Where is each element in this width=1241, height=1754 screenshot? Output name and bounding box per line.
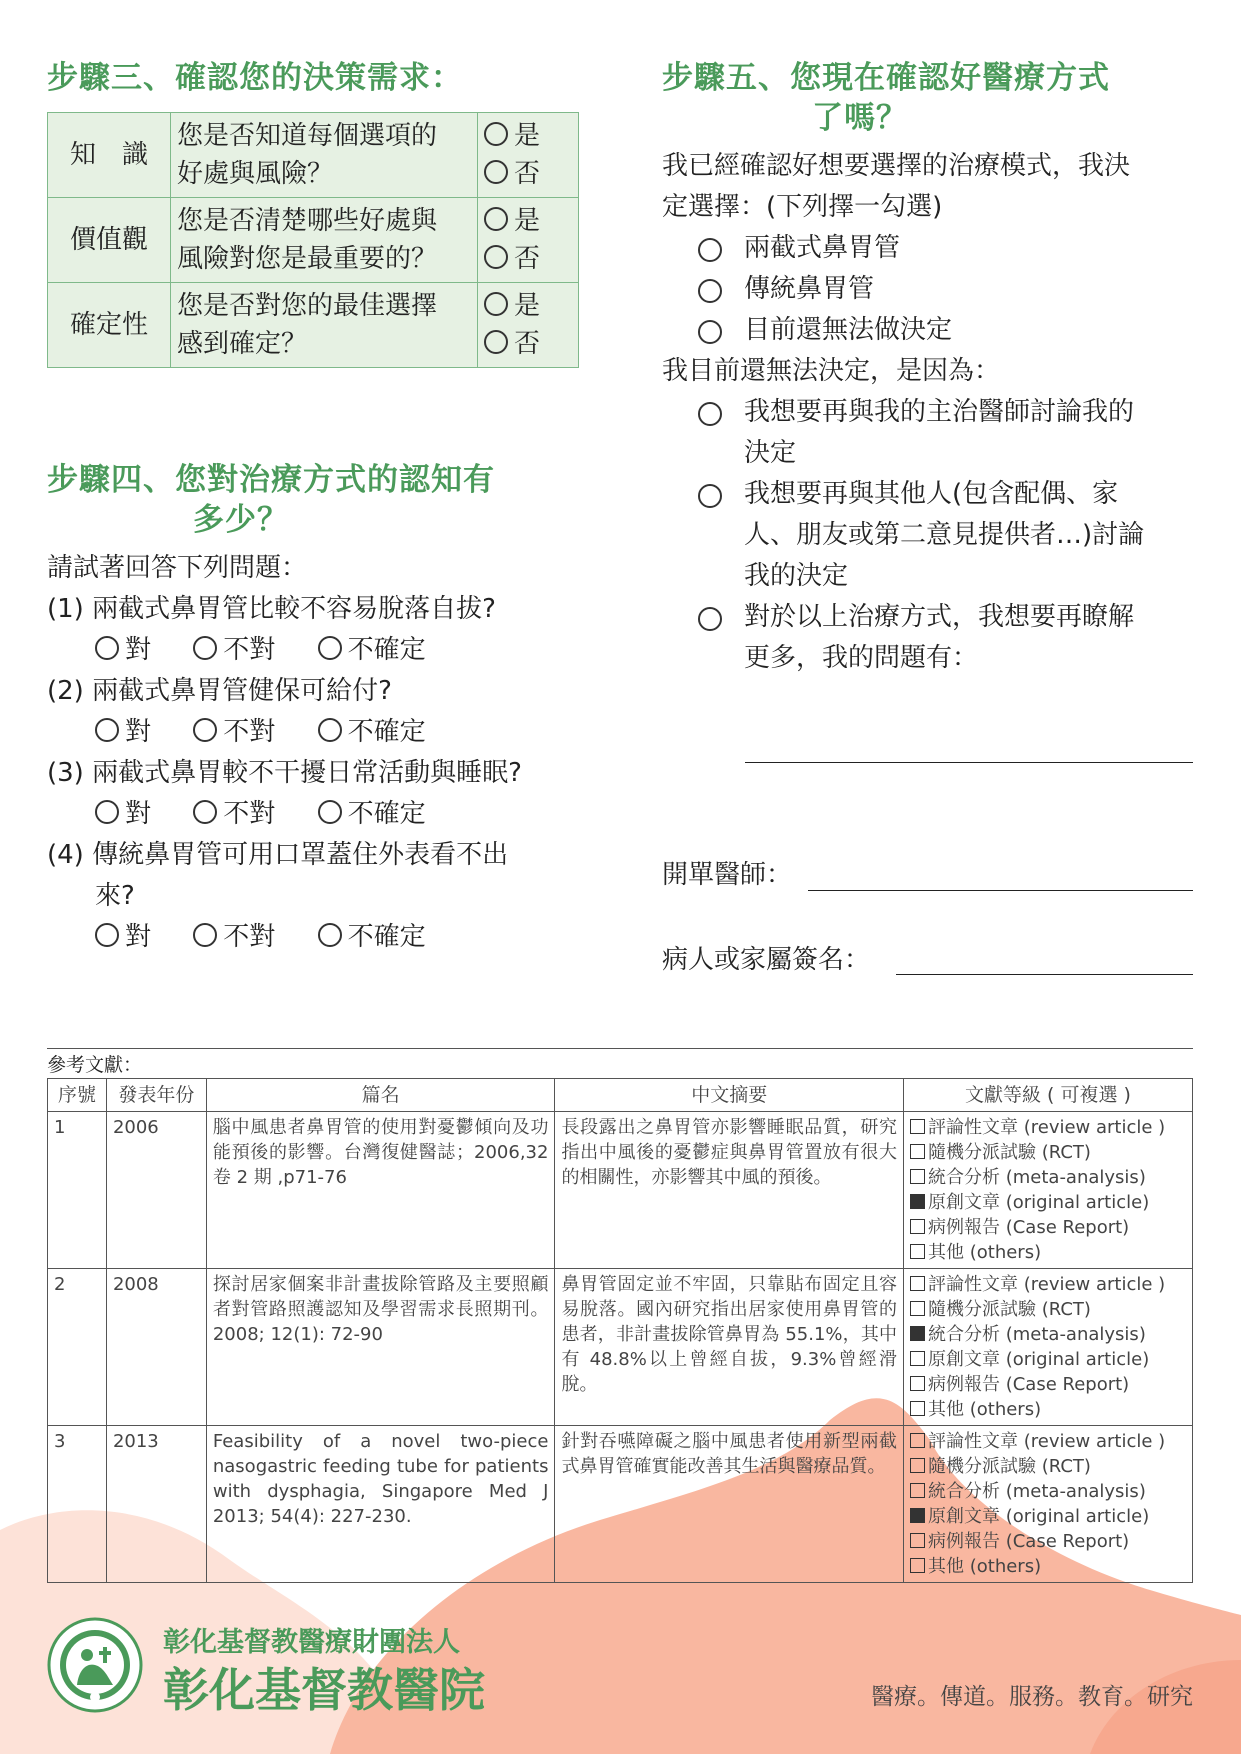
level-checkbox[interactable] — [910, 1297, 1186, 1322]
radio-circle-icon — [95, 923, 119, 947]
radio-circle-icon — [698, 484, 722, 508]
row-question: 您是否對您的最佳選擇 感到確定？ — [171, 283, 478, 368]
level-checkbox[interactable] — [910, 1429, 1186, 1454]
step3-title: 步驟三、確認您的決策需求： — [47, 60, 463, 96]
undecided-reason-radio[interactable]: 對於以上治療方式，我想要再瞭解 更多，我的問題有： — [662, 597, 1202, 679]
level-label: 原創文章 (original article) — [928, 1192, 1150, 1213]
yes-radio[interactable]: 是 — [484, 291, 540, 321]
question-answer-line[interactable] — [745, 762, 1193, 763]
quiz-question: (2) 兩截式鼻胃管健保可給付? — [47, 676, 392, 706]
level-checkbox[interactable] — [910, 1554, 1186, 1579]
ref-summary: 長段露出之鼻胃管亦影響睡眠品質，研究指出中風後的憂鬱症與鼻胃管置放有很大的相關性，亦影響其中風的預後。 — [555, 1112, 904, 1269]
answer-false-radio[interactable]: 不對 — [193, 917, 275, 958]
radio-circle-icon — [318, 800, 342, 824]
checked-box-icon — [910, 1326, 925, 1341]
level-label: 病例報告 (Case Report) — [928, 1374, 1130, 1395]
answer-options — [47, 712, 587, 753]
radio-circle-icon — [484, 160, 508, 184]
ref-number: 2 — [48, 1269, 107, 1426]
column-header: 篇名 — [206, 1079, 555, 1112]
empty-box-icon — [910, 1169, 925, 1184]
empty-box-icon — [910, 1483, 925, 1498]
references-table — [47, 1078, 1193, 1583]
level-label: 評論性文章 (review article ) — [928, 1274, 1166, 1295]
step5-intro: 我已經確認好想要選擇的治療模式，我決 定選擇：(下列擇一勾選) — [662, 151, 1131, 222]
level-label: 原創文章 (original article) — [928, 1349, 1150, 1370]
ref-title: Feasibility of a novel two-piece nasogastric feeding tube for patients with dysphagia, Singapore Med J 2013; 54(4): 227-230. — [206, 1426, 555, 1583]
answer-unsure-radio[interactable]: 不確定 — [318, 712, 426, 753]
answer-options — [47, 917, 587, 958]
empty-box-icon — [910, 1433, 925, 1448]
radio-circle-icon — [95, 636, 119, 660]
doctor-signature-line[interactable] — [808, 890, 1193, 891]
level-checkbox[interactable] — [910, 1272, 1186, 1297]
undecided-reason-radio[interactable]: 我想要再與我的主治醫師討論我的 決定 — [662, 392, 1202, 474]
org-name: 彰化基督教醫療財團法人 — [163, 1627, 460, 1658]
radio-circle-icon — [484, 330, 508, 354]
column-header: 中文摘要 — [555, 1079, 904, 1112]
ref-level-list — [904, 1426, 1193, 1583]
ref-number: 3 — [48, 1426, 107, 1583]
level-label: 其他 (others) — [928, 1242, 1042, 1263]
level-checkbox[interactable] — [910, 1190, 1186, 1215]
radio-circle-icon — [698, 320, 722, 344]
level-checkbox[interactable] — [910, 1529, 1186, 1554]
answer-false-radio[interactable]: 不對 — [193, 630, 275, 671]
empty-box-icon — [910, 1276, 925, 1291]
empty-box-icon — [910, 1458, 925, 1473]
row-label: 知 識 — [48, 113, 171, 198]
answer-true-radio[interactable]: 對 — [95, 630, 151, 671]
signature-label: 病人或家屬簽名： — [662, 945, 871, 975]
yes-no-options — [478, 283, 579, 368]
empty-box-icon — [910, 1144, 925, 1159]
level-checkbox[interactable] — [910, 1165, 1186, 1190]
level-label: 統合分析 (meta-analysis) — [928, 1481, 1146, 1502]
ref-year: 2013 — [106, 1426, 206, 1583]
empty-box-icon — [910, 1219, 925, 1234]
undecided-reason-radio[interactable]: 我想要再與其他人(包含配偶、家 人、朋友或第二意見提供者…)討論 我的決定 — [662, 474, 1202, 597]
radio-circle-icon — [95, 718, 119, 742]
radio-circle-icon — [484, 292, 508, 316]
doctor-label: 開單醫師： — [662, 860, 793, 890]
level-checkbox[interactable] — [910, 1504, 1186, 1529]
yes-no-options — [478, 198, 579, 283]
table-row — [48, 113, 579, 198]
ref-year: 2008 — [106, 1269, 206, 1426]
patient-signature-line[interactable] — [896, 974, 1193, 975]
step4-title: 步驟四、您對治療方式的認知有 多少？ — [47, 462, 495, 538]
empty-box-icon — [910, 1558, 925, 1573]
level-label: 評論性文章 (review article ) — [928, 1117, 1166, 1138]
column-header: 序號 — [48, 1079, 107, 1112]
empty-box-icon — [910, 1351, 925, 1366]
row-label: 價值觀 — [48, 198, 171, 283]
radio-circle-icon — [318, 636, 342, 660]
answer-options — [47, 630, 587, 671]
row-question: 您是否知道每個選項的 好處與風險？ — [171, 113, 478, 198]
answer-options — [47, 794, 587, 835]
radio-circle-icon — [698, 607, 722, 631]
step5-title: 步驟五、您現在確認好醫療方式 了嗎？ — [662, 60, 1110, 136]
yes-radio[interactable]: 是 — [484, 206, 540, 236]
answer-true-radio[interactable]: 對 — [95, 917, 151, 958]
radio-circle-icon — [95, 800, 119, 824]
table-row — [48, 1112, 1193, 1269]
answer-true-radio[interactable]: 對 — [95, 794, 151, 835]
radio-circle-icon — [193, 800, 217, 824]
checked-box-icon — [910, 1508, 925, 1523]
level-checkbox[interactable] — [910, 1240, 1186, 1265]
step4-intro: 請試著回答下列問題： — [47, 553, 308, 583]
radio-circle-icon — [698, 402, 722, 426]
table-row — [48, 1269, 1193, 1426]
radio-circle-icon — [318, 718, 342, 742]
radio-circle-icon — [484, 245, 508, 269]
empty-box-icon — [910, 1401, 925, 1416]
level-label: 評論性文章 (review article ) — [928, 1431, 1166, 1452]
row-label: 確定性 — [48, 283, 171, 368]
level-label: 其他 (others) — [928, 1399, 1042, 1420]
level-label: 統合分析 (meta-analysis) — [928, 1167, 1146, 1188]
column-header: 發表年份 — [106, 1079, 206, 1112]
answer-unsure-radio[interactable]: 不確定 — [318, 917, 426, 958]
level-checkbox[interactable] — [910, 1454, 1186, 1479]
checked-box-icon — [910, 1194, 925, 1209]
level-label: 病例報告 (Case Report) — [928, 1531, 1130, 1552]
treatment-choice-radio[interactable]: 傳統鼻胃管 — [662, 269, 1202, 310]
radio-circle-icon — [698, 279, 722, 303]
hospital-logo-icon — [47, 1617, 143, 1713]
radio-circle-icon — [484, 207, 508, 231]
level-label: 隨機分派試驗 (RCT) — [928, 1299, 1091, 1320]
answer-true-radio[interactable]: 對 — [95, 712, 151, 753]
treatment-choice-radio[interactable]: 目前還無法做決定 — [662, 310, 1202, 351]
radio-circle-icon — [698, 238, 722, 262]
level-checkbox[interactable] — [910, 1347, 1186, 1372]
level-label: 隨機分派試驗 (RCT) — [928, 1456, 1091, 1477]
ref-title: 腦中風患者鼻胃管的使用對憂鬱傾向及功能預後的影響。台灣復健醫誌；2006,32 卷 2 期 ,p71-76 — [206, 1112, 555, 1269]
ref-level-list — [904, 1112, 1193, 1269]
references-label: 參考文獻： — [47, 1054, 143, 1076]
empty-box-icon — [910, 1119, 925, 1134]
ref-level-list — [904, 1269, 1193, 1426]
treatment-choice-radio[interactable]: 兩截式鼻胃管 — [662, 228, 1202, 269]
no-radio[interactable]: 否 — [484, 329, 540, 359]
hospital-name: 彰化基督教醫院 — [163, 1663, 485, 1717]
ref-summary: 鼻胃管固定並不牢固，只靠貼布固定且容易脫落。國內研究指出居家使用鼻胃管的患者，非計畫拔除管鼻胃為 55.1%，其中有 48.8%以上曾經自拔，9.3%曾經滑脫。 — [555, 1269, 904, 1426]
quiz-question: (4) 傳統鼻胃管可用口罩蓋住外表看不出 來? — [47, 840, 509, 911]
empty-box-icon — [910, 1376, 925, 1391]
level-checkbox[interactable] — [910, 1397, 1186, 1422]
level-checkbox[interactable] — [910, 1322, 1186, 1347]
radio-circle-icon — [193, 718, 217, 742]
radio-circle-icon — [193, 636, 217, 660]
table-row — [48, 1426, 1193, 1583]
answer-unsure-radio[interactable]: 不確定 — [318, 630, 426, 671]
yes-no-options — [478, 113, 579, 198]
level-label: 原創文章 (original article) — [928, 1506, 1150, 1527]
level-label: 統合分析 (meta-analysis) — [928, 1324, 1146, 1345]
empty-box-icon — [910, 1301, 925, 1316]
table-row — [48, 283, 579, 368]
column-header: 文獻等級 ( 可複選 ) — [904, 1079, 1193, 1112]
no-radio[interactable]: 否 — [484, 159, 540, 189]
level-checkbox[interactable] — [910, 1215, 1186, 1240]
quiz-question: (3) 兩截式鼻胃較不干擾日常活動與睡眠? — [47, 758, 522, 788]
empty-box-icon — [910, 1533, 925, 1548]
row-question: 您是否清楚哪些好處與 風險對您是最重要的？ — [171, 198, 478, 283]
empty-box-icon — [910, 1244, 925, 1259]
yes-radio[interactable]: 是 — [484, 121, 540, 151]
level-checkbox[interactable] — [910, 1479, 1186, 1504]
no-radio[interactable]: 否 — [484, 244, 540, 274]
level-label: 其他 (others) — [928, 1556, 1042, 1577]
answer-false-radio[interactable]: 不對 — [193, 794, 275, 835]
table-row — [48, 198, 579, 283]
table-header-row — [48, 1079, 1193, 1112]
ref-title: 探討居家個案非計畫拔除管路及主要照顧者對管路照護認知及學習需求長照期刊。2008; 12(1): 72-90 — [206, 1269, 555, 1426]
undecided-intro: 我目前還無法決定，是因為： — [662, 356, 1001, 386]
ref-number: 1 — [48, 1112, 107, 1269]
quiz-question: (1) 兩截式鼻胃管比較不容易脫落自拔? — [47, 594, 496, 624]
divider — [47, 1048, 1193, 1049]
answer-false-radio[interactable]: 不對 — [193, 712, 275, 753]
radio-circle-icon — [484, 122, 508, 146]
hospital-logo — [47, 1617, 143, 1713]
decision-needs-table — [47, 112, 579, 368]
answer-unsure-radio[interactable]: 不確定 — [318, 794, 426, 835]
ref-summary: 針對吞嚥障礙之腦中風患者使用新型兩截式鼻胃管確實能改善其生活與醫療品質。 — [555, 1426, 904, 1583]
ref-year: 2006 — [106, 1112, 206, 1269]
level-label: 隨機分派試驗 (RCT) — [928, 1142, 1091, 1163]
level-checkbox[interactable] — [910, 1115, 1186, 1140]
level-label: 病例報告 (Case Report) — [928, 1217, 1130, 1238]
radio-circle-icon — [318, 923, 342, 947]
hospital-motto: 醫療。傳道。服務。教育。研究 — [871, 1684, 1193, 1710]
radio-circle-icon — [193, 923, 217, 947]
level-checkbox[interactable] — [910, 1140, 1186, 1165]
level-checkbox[interactable] — [910, 1372, 1186, 1397]
